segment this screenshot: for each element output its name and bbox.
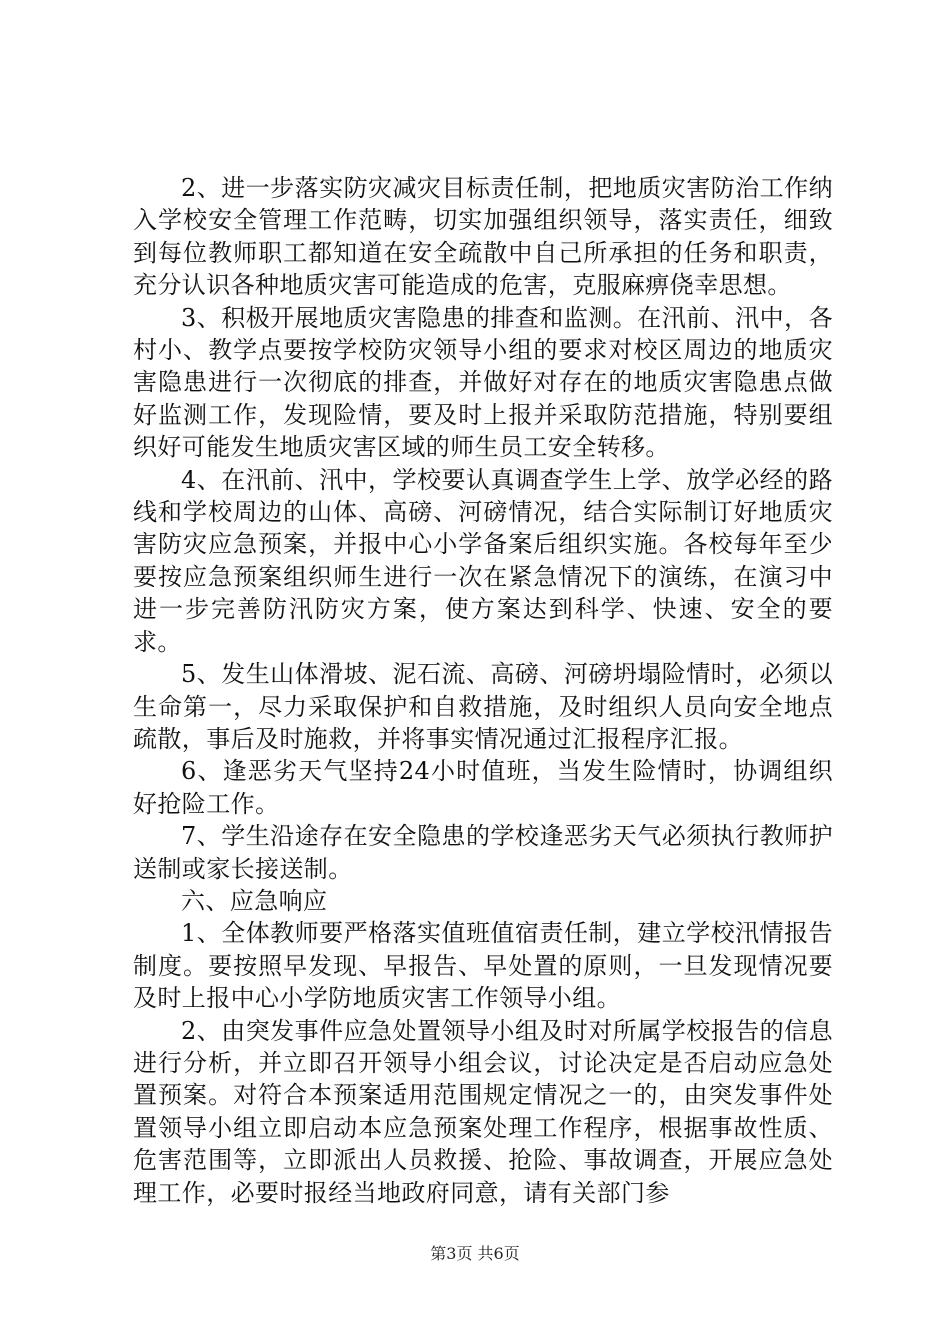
paragraph-item-3: 3、积极开展地质灾害隐患的排查和监测。在汛前、汛中，各村小、教学点要按学校防灾领导小组的要求对校区周边的地质灾害隐患进行一次彻底的排查，并做好对存在的地质灾害隐患点做好监测工作，发现险情，要及时上报并采取防范措施，特别要组织好可能发生地质灾害区域的师生员工安全转移。 (133, 303, 833, 462)
document-body (133, 172, 833, 1209)
paragraph-item-6: 6、逢恶劣天气坚持24小时值班，当发生险情时，协调组织好抢险工作。 (133, 757, 833, 818)
page-footer: 第3页 共6页 (430, 1244, 520, 1263)
section-heading-emergency-response: 六、应急响应 (181, 886, 328, 915)
paragraph-item-5: 5、发生山体滑坡、泥石流、高磅、河磅坍塌险情时，必须以生命第一，尽力采取保护和自救措施，及时组织人员向安全地点疏散，事后及时施救，并将事实情况通过汇报程序汇报。 (133, 660, 833, 753)
paragraph-response-1: 1、全体教师要严格落实值班值宿责任制，建立学校汛情报告制度。要按照早发现、早报告、早处置的原则，一旦发现情况要及时上报中心小学防地质灾害工作领导小组。 (133, 919, 833, 1013)
paragraph-item-7: 7、学生沿途存在安全隐患的学校逢恶劣天气必须执行教师护送制或家长接送制。 (133, 822, 833, 883)
paragraph-item-2: 2、进一步落实防灾减灾目标责任制，把地质灾害防治工作纳入学校安全管理工作范畴，切实加强组织领导，落实责任，细致到每位教师职工都知道在安全疏散中自己所承担的任务和职责，充分认识各种地质灾害可能造成的危害，克服麻痹侥幸思想。 (133, 174, 833, 300)
paragraph-response-2: 2、由突发事件应急处置领导小组及时对所属学校报告的信息进行分析，并立即召开领导小组会议，讨论决定是否启动应急处置预案。对符合本预案适用范围规定情况之一的，由突发事件处置领导小组立即启动本应急预案处理工作程序，根据事故性质、危害范围等，立即派出人员救援、抢险、事故调查，开展应急处理工作，必要时报经当地政府同意，请有关部门参 (133, 1016, 833, 1207)
paragraph-item-4: 4、在汛前、汛中，学校要认真调查学生上学、放学必经的路线和学校周边的山体、高磅、河磅情况，结合实际制订好地质灾害防灾应急预案，并报中心小学备案后组织实施。各校每年至少要按应急预案组织师生进行一次在紧急情况下的演练，在演习中进一步完善防汛防灾方案，使方案达到科学、快速、安全的要求。 (133, 465, 833, 656)
